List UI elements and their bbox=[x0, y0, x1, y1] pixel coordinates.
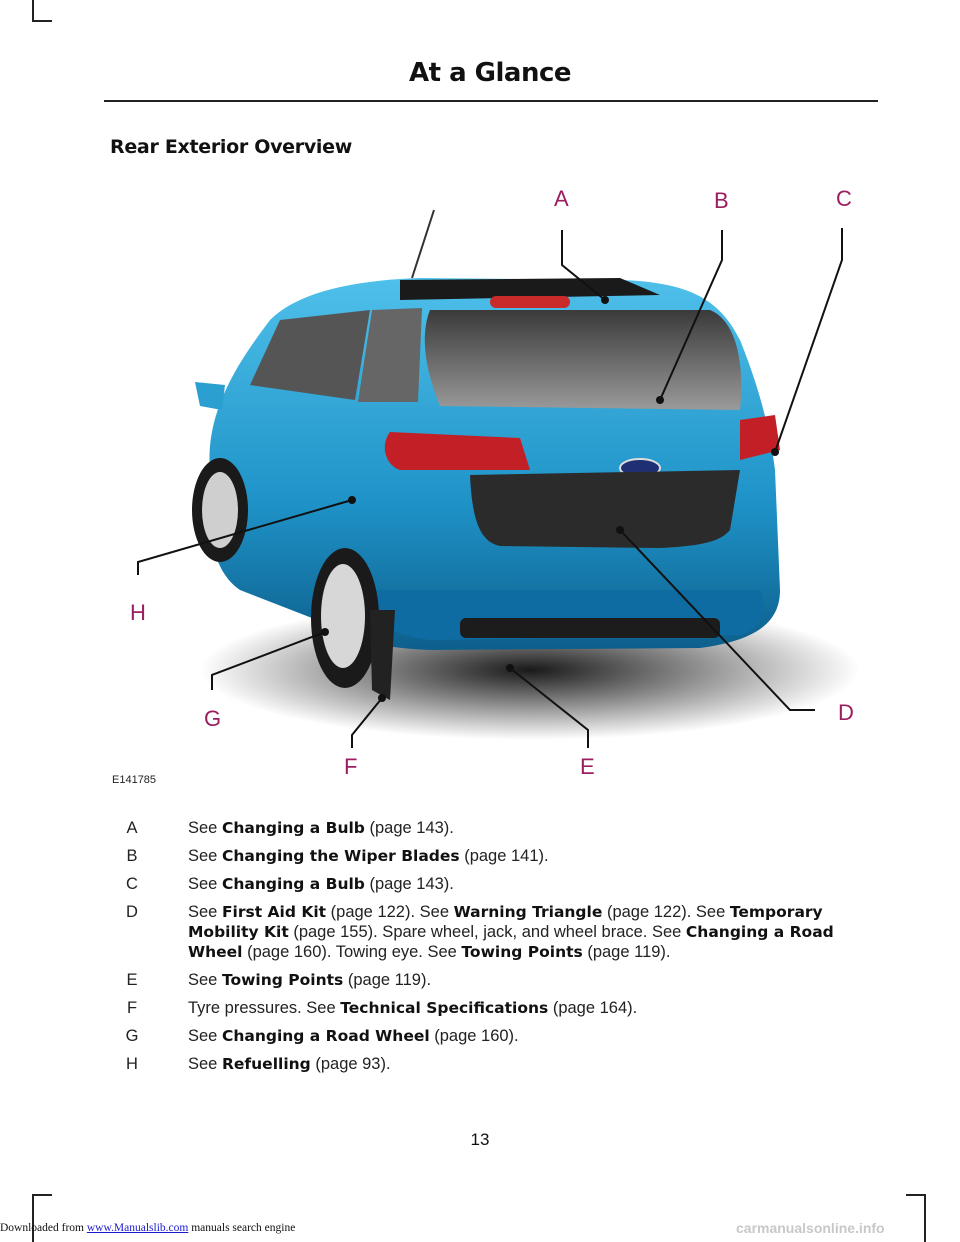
section-title: At a Glance bbox=[408, 58, 572, 88]
download-footer bbox=[0, 1222, 295, 1234]
legend-text: See bbox=[188, 971, 222, 989]
legend-text: See bbox=[188, 903, 222, 921]
footer-suffix: manuals search engine bbox=[188, 1222, 296, 1234]
legend-text: (page 164). bbox=[548, 999, 638, 1017]
legend-text: See bbox=[188, 847, 222, 865]
crop-mark bbox=[32, 1194, 34, 1242]
legend-text: (page 143). bbox=[364, 875, 454, 893]
legend-description bbox=[154, 970, 880, 990]
title-divider bbox=[104, 100, 878, 102]
legend-text: (page 122). See bbox=[326, 903, 454, 921]
legend-row bbox=[110, 1026, 880, 1046]
legend-text: (page 143). bbox=[364, 819, 454, 837]
callout-d: D bbox=[838, 700, 854, 725]
crop-mark bbox=[924, 1194, 926, 1242]
legend-text: (page 119). bbox=[582, 943, 671, 961]
callout-a: A bbox=[554, 186, 569, 211]
cross-reference: Changing a Bulb bbox=[221, 819, 365, 837]
car-drawing bbox=[100, 170, 880, 790]
legend-description bbox=[154, 846, 880, 866]
figure-code: E141785 bbox=[112, 774, 157, 786]
legend-text: (page 122). See bbox=[602, 903, 730, 921]
cross-reference: Technical Specifications bbox=[340, 999, 549, 1017]
legend-text: (page 160). bbox=[429, 1027, 519, 1045]
legend-description bbox=[154, 874, 880, 894]
callout-g: G bbox=[204, 706, 222, 731]
legend-text: See bbox=[188, 1027, 222, 1045]
legend-row bbox=[110, 998, 880, 1018]
legend-row bbox=[110, 902, 880, 962]
legend-key: B bbox=[126, 847, 138, 865]
cross-reference: Changing a Bulb bbox=[221, 875, 365, 893]
legend-key: F bbox=[126, 999, 138, 1017]
legend-key: H bbox=[126, 1055, 138, 1073]
car-rear-illustration bbox=[100, 170, 880, 790]
legend-description bbox=[154, 902, 880, 962]
crop-mark bbox=[32, 20, 52, 22]
legend-description bbox=[154, 998, 880, 1018]
callout-e: E bbox=[580, 754, 595, 779]
legend-text: Tyre pressures. See bbox=[188, 999, 341, 1017]
cross-reference: Refuelling bbox=[221, 1055, 311, 1073]
legend-row bbox=[110, 970, 880, 990]
legend-description bbox=[154, 818, 880, 838]
callout-h: H bbox=[130, 600, 146, 625]
manualslib-link[interactable]: www.Manualslib.com bbox=[86, 1222, 189, 1234]
legend-key: C bbox=[126, 875, 138, 893]
callout-legend bbox=[110, 818, 880, 1082]
crop-mark bbox=[32, 1194, 52, 1196]
legend-text: (page 93). bbox=[310, 1055, 391, 1073]
cross-reference: Changing the Wiper Blades bbox=[221, 847, 460, 865]
crop-mark bbox=[32, 0, 34, 20]
callout-f: F bbox=[344, 754, 358, 779]
watermark: carmanualsonline.info bbox=[736, 1220, 885, 1236]
callout-b: B bbox=[714, 188, 729, 213]
legend-text: See bbox=[188, 819, 222, 837]
legend-text: (page 155). Spare wheel, jack, and wheel brace. See bbox=[288, 923, 686, 941]
footer-prefix: Downloaded from bbox=[0, 1222, 87, 1234]
cross-reference: Towing Points bbox=[461, 943, 583, 961]
legend-row bbox=[110, 818, 880, 838]
cross-reference: Changing a Road Wheel bbox=[221, 1027, 430, 1045]
cross-reference: First Aid Kit bbox=[221, 903, 327, 921]
legend-row bbox=[110, 1054, 880, 1074]
legend-key: D bbox=[126, 903, 138, 921]
legend-text: See bbox=[188, 875, 222, 893]
cross-reference: Warning Triangle bbox=[453, 903, 603, 921]
cross-reference: Towing Points bbox=[221, 971, 344, 989]
legend-text: See bbox=[188, 1055, 222, 1073]
legend-row bbox=[110, 874, 880, 894]
legend-key: E bbox=[126, 971, 138, 989]
crop-mark bbox=[906, 1194, 926, 1196]
legend-key: G bbox=[125, 1027, 139, 1045]
legend-description bbox=[154, 1026, 880, 1046]
legend-row bbox=[110, 846, 880, 866]
legend-text: (page 141). bbox=[459, 847, 549, 865]
legend-text: (page 119). bbox=[343, 971, 432, 989]
page-subheading: Rear Exterior Overview bbox=[110, 136, 352, 158]
legend-text: (page 160). Towing eye. See bbox=[242, 943, 462, 961]
page-number: 13 bbox=[470, 1130, 490, 1149]
legend-description bbox=[154, 1054, 880, 1074]
callout-c: C bbox=[836, 186, 852, 211]
cross-reference: Temporary Mobility Kit bbox=[188, 903, 823, 941]
legend-key: A bbox=[126, 819, 138, 837]
cross-reference: Changing a Road Wheel bbox=[188, 923, 834, 961]
